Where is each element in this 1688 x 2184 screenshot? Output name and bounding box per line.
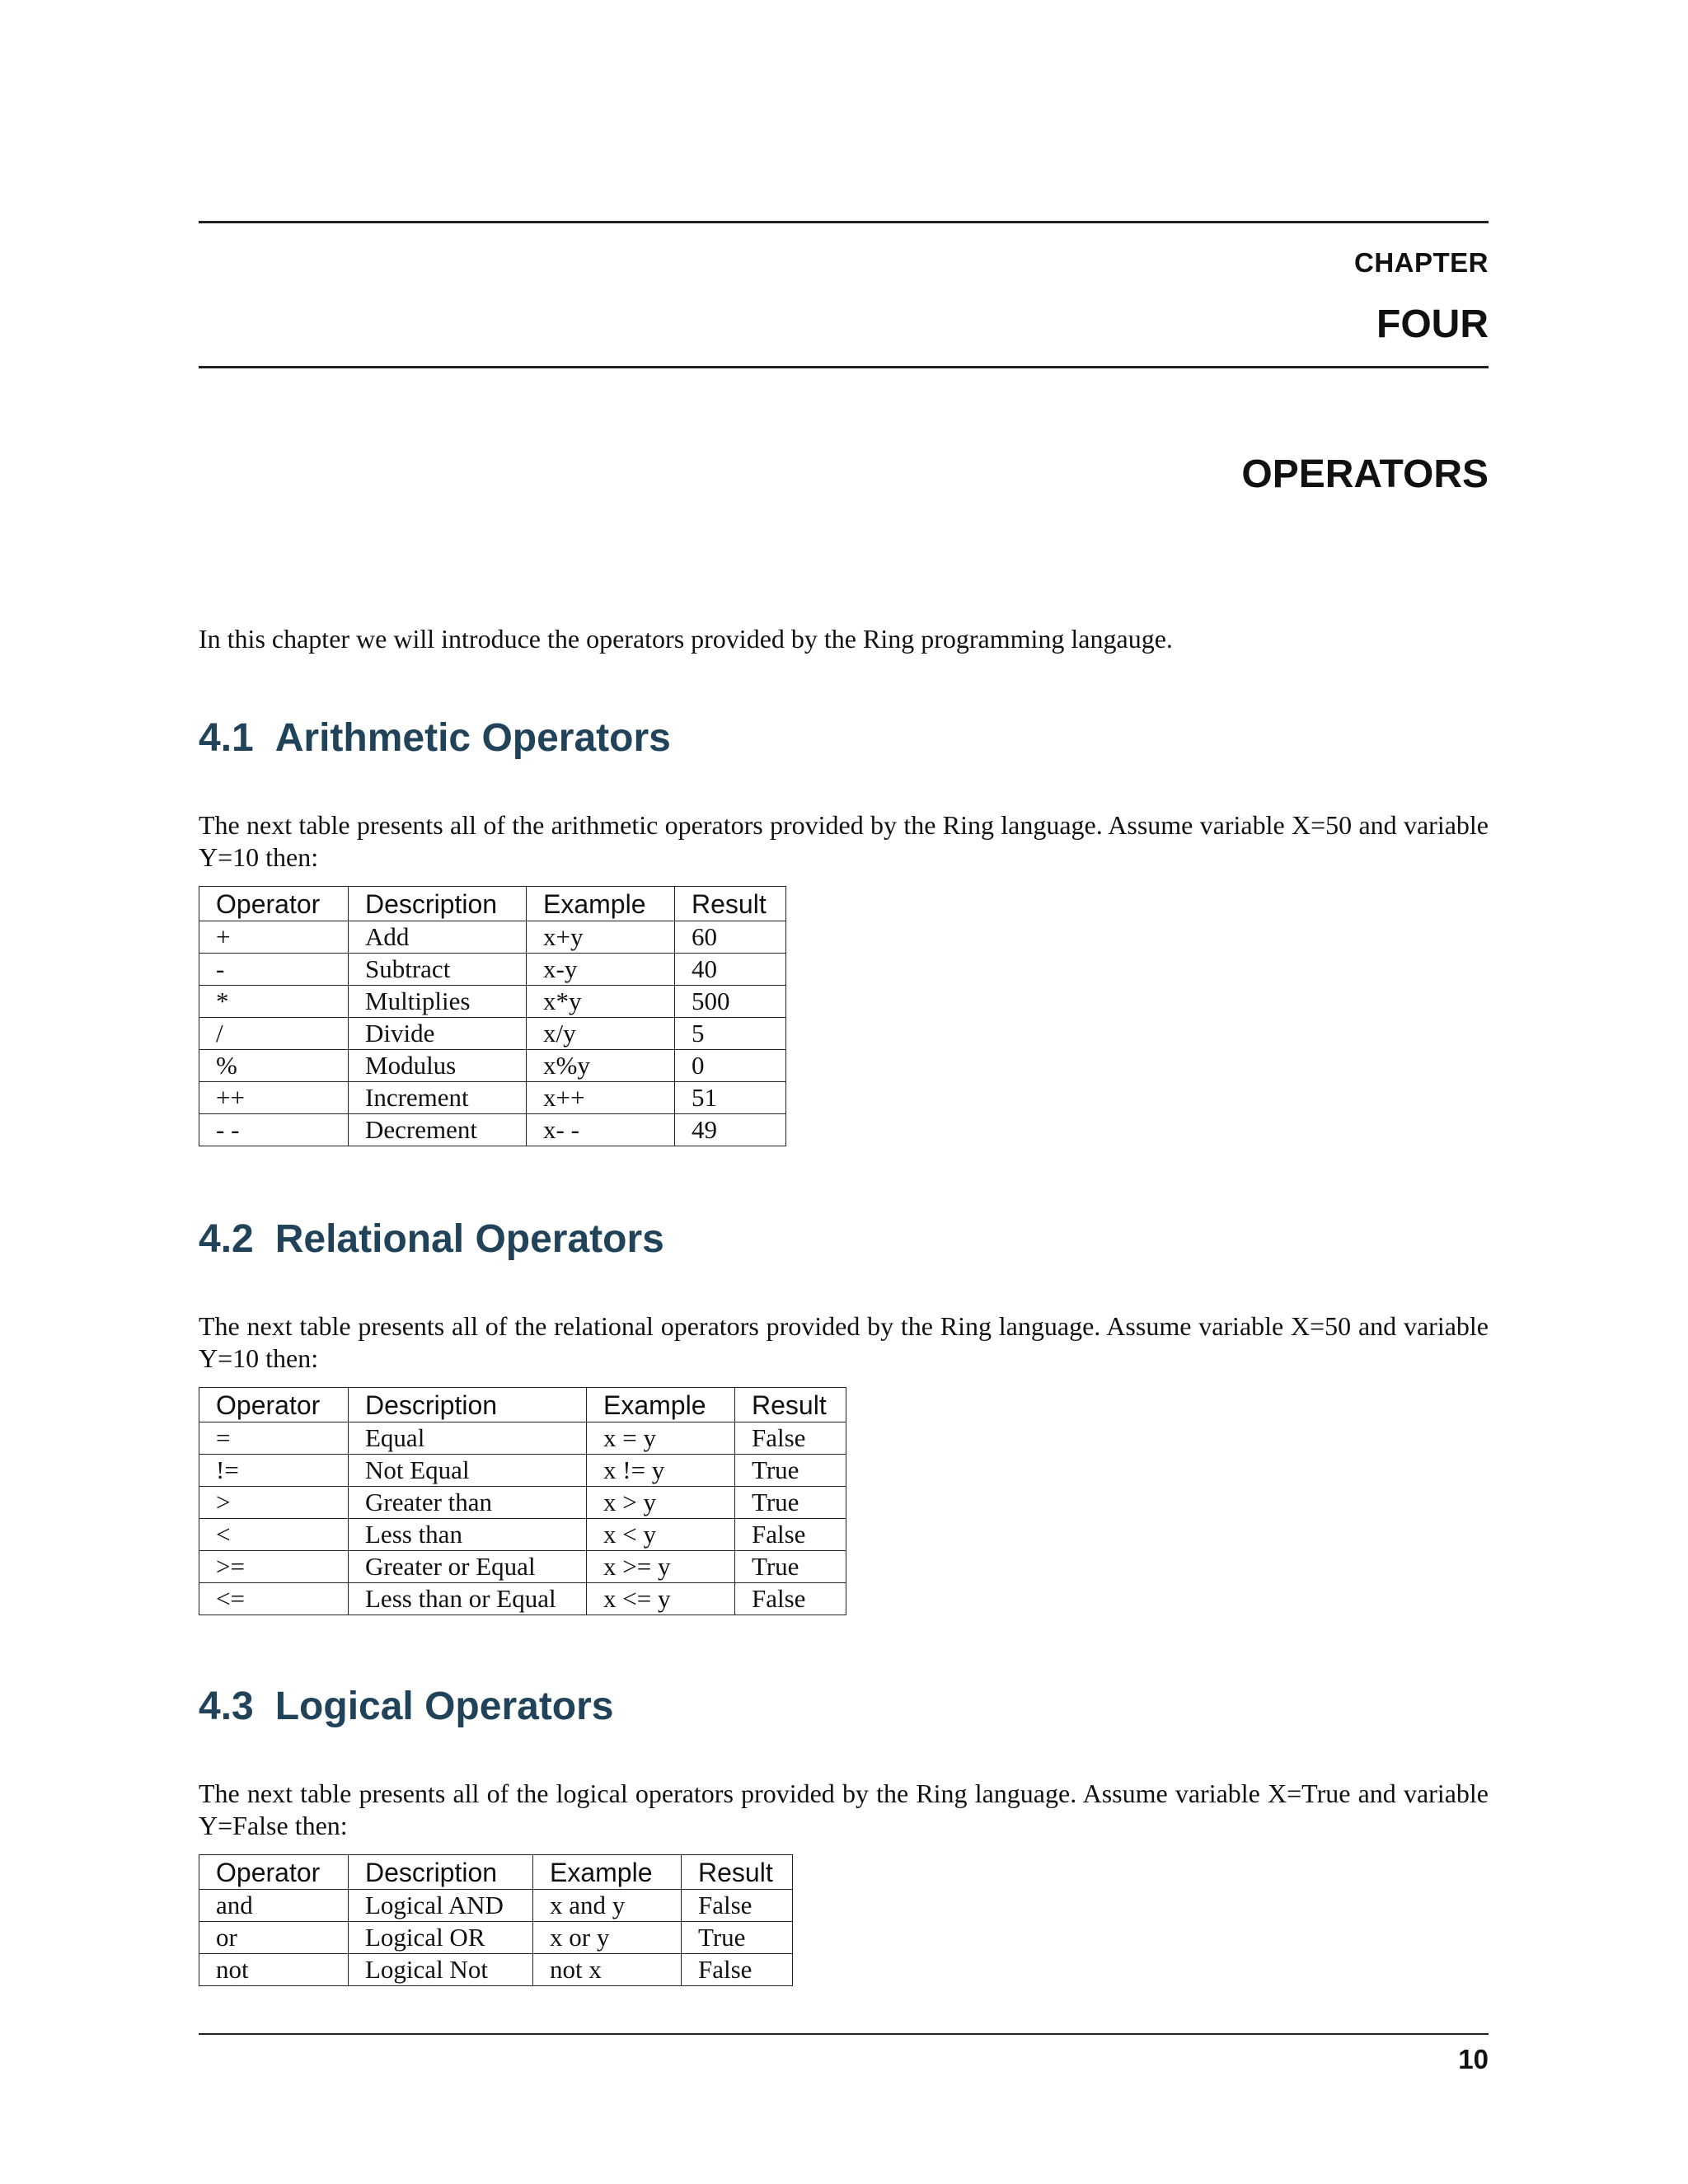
table-cell: Greater than bbox=[349, 1487, 587, 1519]
chapter-bottom-rule bbox=[199, 366, 1489, 368]
table-cell: 51 bbox=[675, 1082, 786, 1114]
table-row bbox=[199, 1082, 786, 1114]
arithmetic-operators-table bbox=[199, 886, 786, 1146]
page bbox=[199, 0, 1489, 2184]
table-row bbox=[199, 1519, 846, 1551]
table-cell: or bbox=[199, 1922, 349, 1954]
table-cell: True bbox=[682, 1922, 793, 1954]
table-cell: not x bbox=[533, 1954, 682, 1986]
table-cell: False bbox=[735, 1422, 846, 1455]
table-cell: 60 bbox=[675, 921, 786, 954]
table-cell: True bbox=[735, 1487, 846, 1519]
table-cell: != bbox=[199, 1455, 349, 1487]
section-paragraph-logical: The next table presents all of the logical operators provided by the Ring language. Assume variable X=True and variable Y=False then: bbox=[199, 1779, 1489, 1840]
table-cell: True bbox=[735, 1455, 846, 1487]
table-cell: - - bbox=[199, 1114, 349, 1146]
table-cell: = bbox=[199, 1422, 349, 1455]
table-cell: > bbox=[199, 1487, 349, 1519]
table-cell: Greater or Equal bbox=[349, 1551, 587, 1583]
table-cell: Add bbox=[349, 921, 527, 954]
table-cell: 5 bbox=[675, 1018, 786, 1050]
table-cell: Logical Not bbox=[349, 1954, 533, 1986]
table-row bbox=[199, 1583, 846, 1615]
intro-paragraph: In this chapter we will introduce the operators provided by the Ring programming langauge. bbox=[199, 624, 1173, 654]
table-header bbox=[199, 1388, 846, 1422]
table-cell: False bbox=[682, 1890, 793, 1922]
footer-rule bbox=[199, 2033, 1489, 2035]
table-cell: - bbox=[199, 954, 349, 986]
table-row bbox=[199, 1050, 786, 1082]
header-cell: Operator bbox=[199, 1855, 349, 1890]
table-row bbox=[199, 1487, 846, 1519]
table-cell: False bbox=[682, 1954, 793, 1986]
table-cell: < bbox=[199, 1519, 349, 1551]
section-title: Arithmetic Operators bbox=[274, 716, 671, 760]
page-number: 10 bbox=[1458, 2044, 1489, 2074]
table-cell: False bbox=[735, 1583, 846, 1615]
table-row bbox=[199, 986, 786, 1018]
table-cell: Logical OR bbox=[349, 1922, 533, 1954]
table-row bbox=[199, 1455, 846, 1487]
section-heading-arithmetic bbox=[199, 715, 671, 761]
table-cell: Equal bbox=[349, 1422, 587, 1455]
table-cell: x = y bbox=[587, 1422, 735, 1455]
header-cell: Description bbox=[349, 1855, 533, 1890]
section-heading-logical bbox=[199, 1684, 614, 1729]
table-row bbox=[199, 954, 786, 986]
table-cell: x >= y bbox=[587, 1551, 735, 1583]
table-cell: 49 bbox=[675, 1114, 786, 1146]
table-cell: Modulus bbox=[349, 1050, 527, 1082]
table-cell: x <= y bbox=[587, 1583, 735, 1615]
table-cell: Divide bbox=[349, 1018, 527, 1050]
table-cell: x*y bbox=[527, 986, 675, 1018]
table-cell: Multiplies bbox=[349, 986, 527, 1018]
table-cell: ++ bbox=[199, 1082, 349, 1114]
table-cell: x%y bbox=[527, 1050, 675, 1082]
chapter-title: OPERATORS bbox=[1241, 452, 1489, 496]
table-cell: Logical AND bbox=[349, 1890, 533, 1922]
table-cell: x or y bbox=[533, 1922, 682, 1954]
table-cell: x/y bbox=[527, 1018, 675, 1050]
table-cell: * bbox=[199, 986, 349, 1018]
table-header bbox=[199, 887, 786, 921]
table-row bbox=[199, 1018, 786, 1050]
table-cell: + bbox=[199, 921, 349, 954]
table-row bbox=[199, 1114, 786, 1146]
table-cell: x > y bbox=[587, 1487, 735, 1519]
table-cell: % bbox=[199, 1050, 349, 1082]
table-cell: not bbox=[199, 1954, 349, 1986]
table-cell: Not Equal bbox=[349, 1455, 587, 1487]
table-cell: Decrement bbox=[349, 1114, 527, 1146]
table-row bbox=[199, 1954, 793, 1986]
table-row bbox=[199, 1890, 793, 1922]
header-cell: Result bbox=[675, 887, 786, 921]
section-title: Logical Operators bbox=[274, 1685, 614, 1728]
table-cell: x++ bbox=[527, 1082, 675, 1114]
section-title: Relational Operators bbox=[274, 1217, 664, 1261]
table-cell: 0 bbox=[675, 1050, 786, 1082]
table-row bbox=[199, 921, 786, 954]
section-paragraph-relational: The next table presents all of the relational operators provided by the Ring language. Assume variable X=50 and variable Y=10 then: bbox=[199, 1311, 1489, 1373]
section-heading-relational bbox=[199, 1216, 664, 1262]
table-cell: x- - bbox=[527, 1114, 675, 1146]
chapter-number: FOUR bbox=[1376, 302, 1489, 346]
section-number: 4.3 bbox=[199, 1685, 254, 1728]
table-cell: Less than bbox=[349, 1519, 587, 1551]
section-paragraph-arithmetic: The next table presents all of the arithmetic operators provided by the Ring language. Assume variable X=50 and variable Y=10 then: bbox=[199, 810, 1489, 872]
table-cell: x != y bbox=[587, 1455, 735, 1487]
table-cell: x-y bbox=[527, 954, 675, 986]
table-header bbox=[199, 1855, 793, 1890]
header-cell: Result bbox=[682, 1855, 793, 1890]
header-cell: Operator bbox=[199, 887, 349, 921]
table-row bbox=[199, 1922, 793, 1954]
table-cell: Subtract bbox=[349, 954, 527, 986]
header-cell: Description bbox=[349, 887, 527, 921]
header-cell: Description bbox=[349, 1388, 587, 1422]
section-number: 4.1 bbox=[199, 716, 254, 760]
table-cell: <= bbox=[199, 1583, 349, 1615]
table-cell: 500 bbox=[675, 986, 786, 1018]
header-cell: Operator bbox=[199, 1388, 349, 1422]
header-cell: Result bbox=[735, 1388, 846, 1422]
header-cell: Example bbox=[587, 1388, 735, 1422]
table-cell: / bbox=[199, 1018, 349, 1050]
table-cell: 40 bbox=[675, 954, 786, 986]
table-cell: x and y bbox=[533, 1890, 682, 1922]
relational-operators-table bbox=[199, 1387, 846, 1615]
header-cell: Example bbox=[527, 887, 675, 921]
section-number: 4.2 bbox=[199, 1217, 254, 1261]
chapter-label: CHAPTER bbox=[1353, 247, 1489, 278]
chapter-top-rule bbox=[199, 221, 1489, 223]
table-cell: x < y bbox=[587, 1519, 735, 1551]
table-cell: and bbox=[199, 1890, 349, 1922]
logical-operators-table bbox=[199, 1854, 793, 1986]
table-cell: x+y bbox=[527, 921, 675, 954]
table-row bbox=[199, 1422, 846, 1455]
header-cell: Example bbox=[533, 1855, 682, 1890]
table-cell: Less than or Equal bbox=[349, 1583, 587, 1615]
table-cell: >= bbox=[199, 1551, 349, 1583]
table-row bbox=[199, 1551, 846, 1583]
table-cell: True bbox=[735, 1551, 846, 1583]
table-cell: Increment bbox=[349, 1082, 527, 1114]
table-cell: False bbox=[735, 1519, 846, 1551]
